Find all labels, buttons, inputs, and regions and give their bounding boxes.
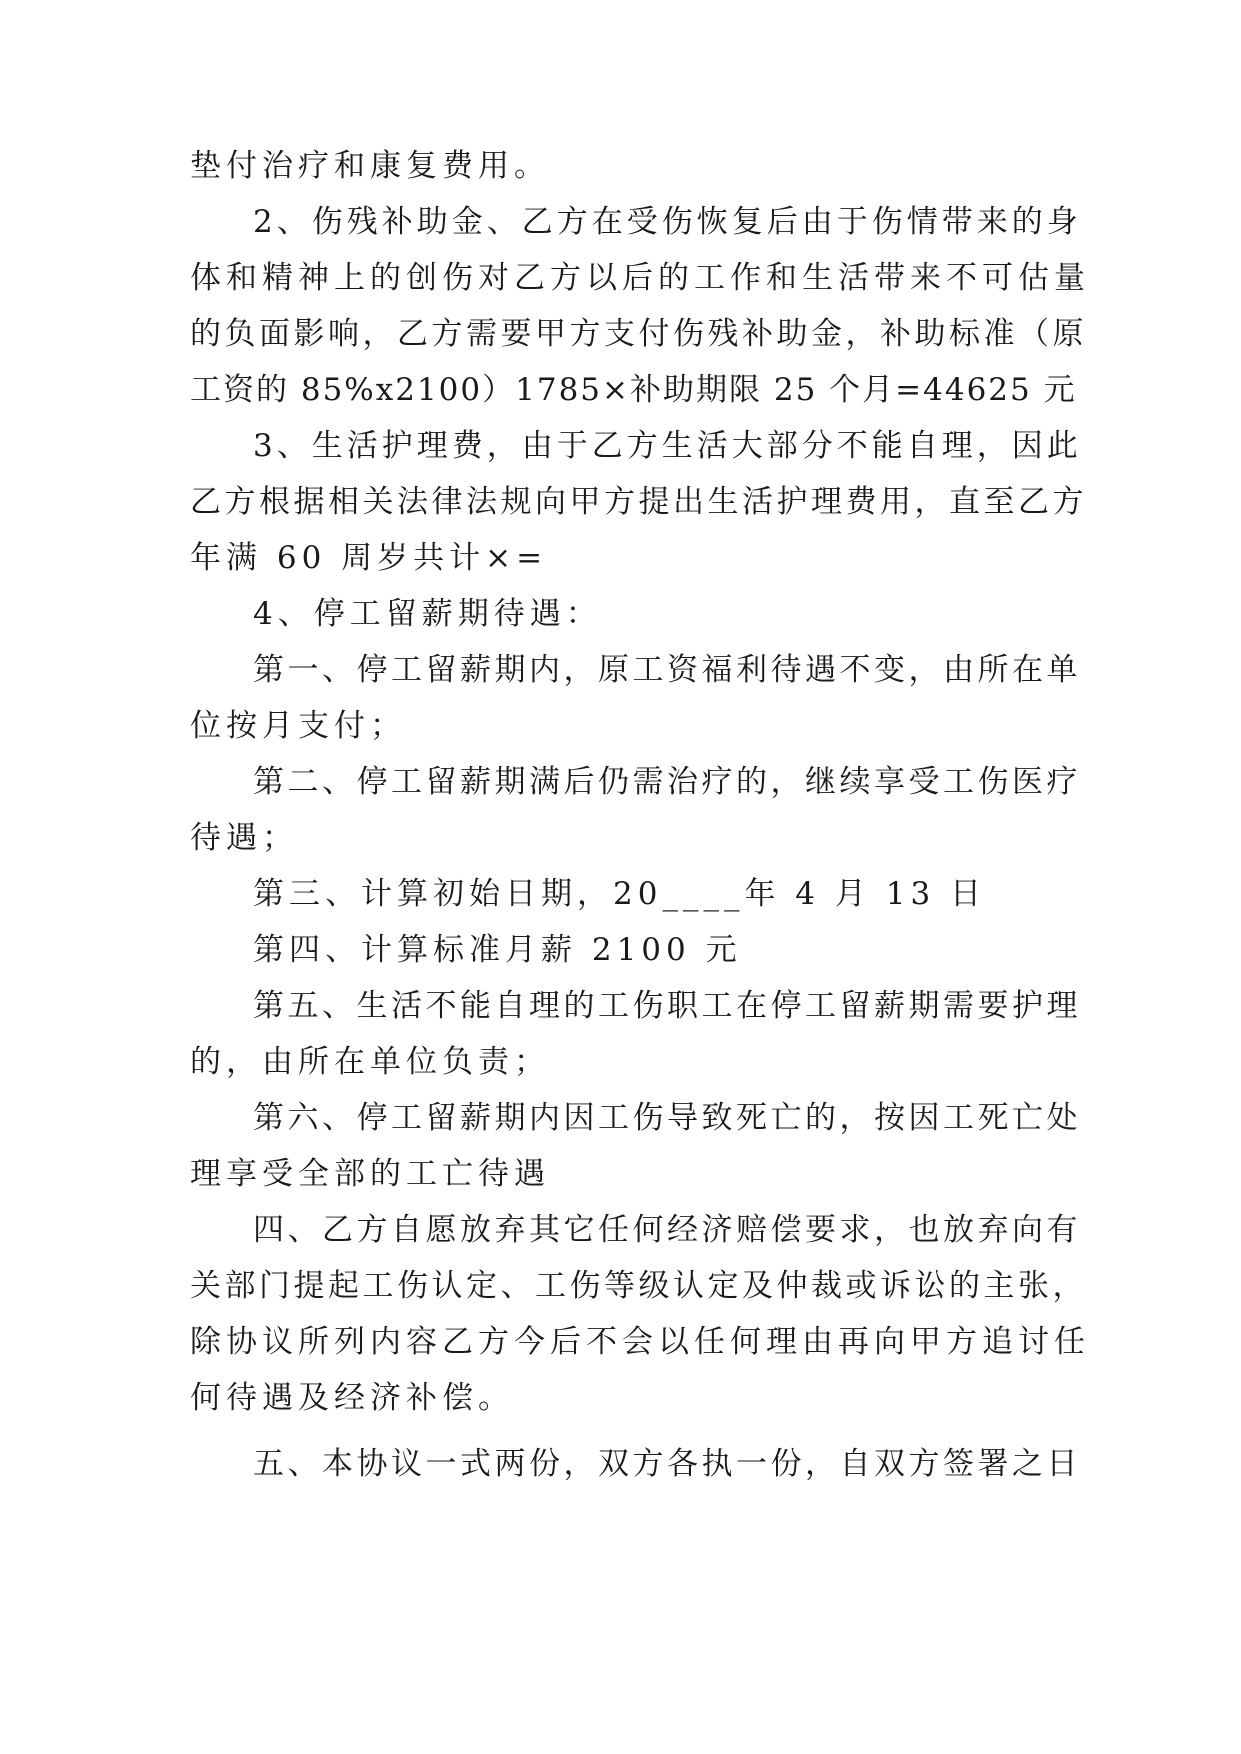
text-line: 年满 60 周岁共计×= [190,540,548,576]
text-line: 五、本协议一式两份，双方各执一份，自双方签署之日 [253,1446,1081,1482]
text-line: 的，由所在单位负责； [190,1044,550,1080]
text-line: 第四、计算标准月薪 2100 元 [253,932,742,968]
text-line: 体和精神上的创伤对乙方以后的工作和生活带来不可估量 [190,260,1090,296]
text-line: 理享受全部的工亡待遇 [190,1156,550,1192]
text-line: 位按月支付； [190,708,406,744]
text-line: 待遇； [190,820,298,856]
text-line: 的负面影响，乙方需要甲方支付伤残补助金，补助标准（原 [190,316,1087,352]
text-line: 乙方根据相关法律法规向甲方提出生活护理费用，直至乙方 [190,484,1087,520]
text-line: 除协议所列内容乙方今后不会以任何理由再向甲方追讨任 [190,1324,1090,1360]
text-line: 3、生活护理费，由于乙方生活大部分不能自理，因此 [253,428,1082,464]
text-line: 第三、计算初始日期，20____年 4 月 13 日 [253,876,987,912]
text-line: 第二、停工留薪期满后仍需治疗的，继续享受工伤医疗 [253,764,1081,800]
text-line: 关部门提起工伤认定、工伤等级认定及仲裁或诉讼的主张， [190,1268,1087,1304]
text-line: 第五、生活不能自理的工伤职工在停工留薪期需要护理 [253,988,1081,1024]
text-line: 四、乙方自愿放弃其它任何经济赔偿要求，也放弃向有 [253,1212,1081,1248]
text-line: 第六、停工留薪期内因工伤导致死亡的，按因工死亡处 [253,1100,1081,1136]
text-line: 2、伤残补助金、乙方在受伤恢复后由于伤情带来的身 [253,204,1082,240]
text-line: 4、停工留薪期待遇： [253,596,602,632]
text-line: 第一、停工留薪期内，原工资福利待遇不变，由所在单 [253,652,1081,688]
text-line: 工资的 85%x2100）1785×补助期限 25 个月=44625 元 [190,372,1077,408]
text-line: 垫付治疗和康复费用。 [190,148,550,184]
text-line: 何待遇及经济补偿。 [190,1380,514,1416]
